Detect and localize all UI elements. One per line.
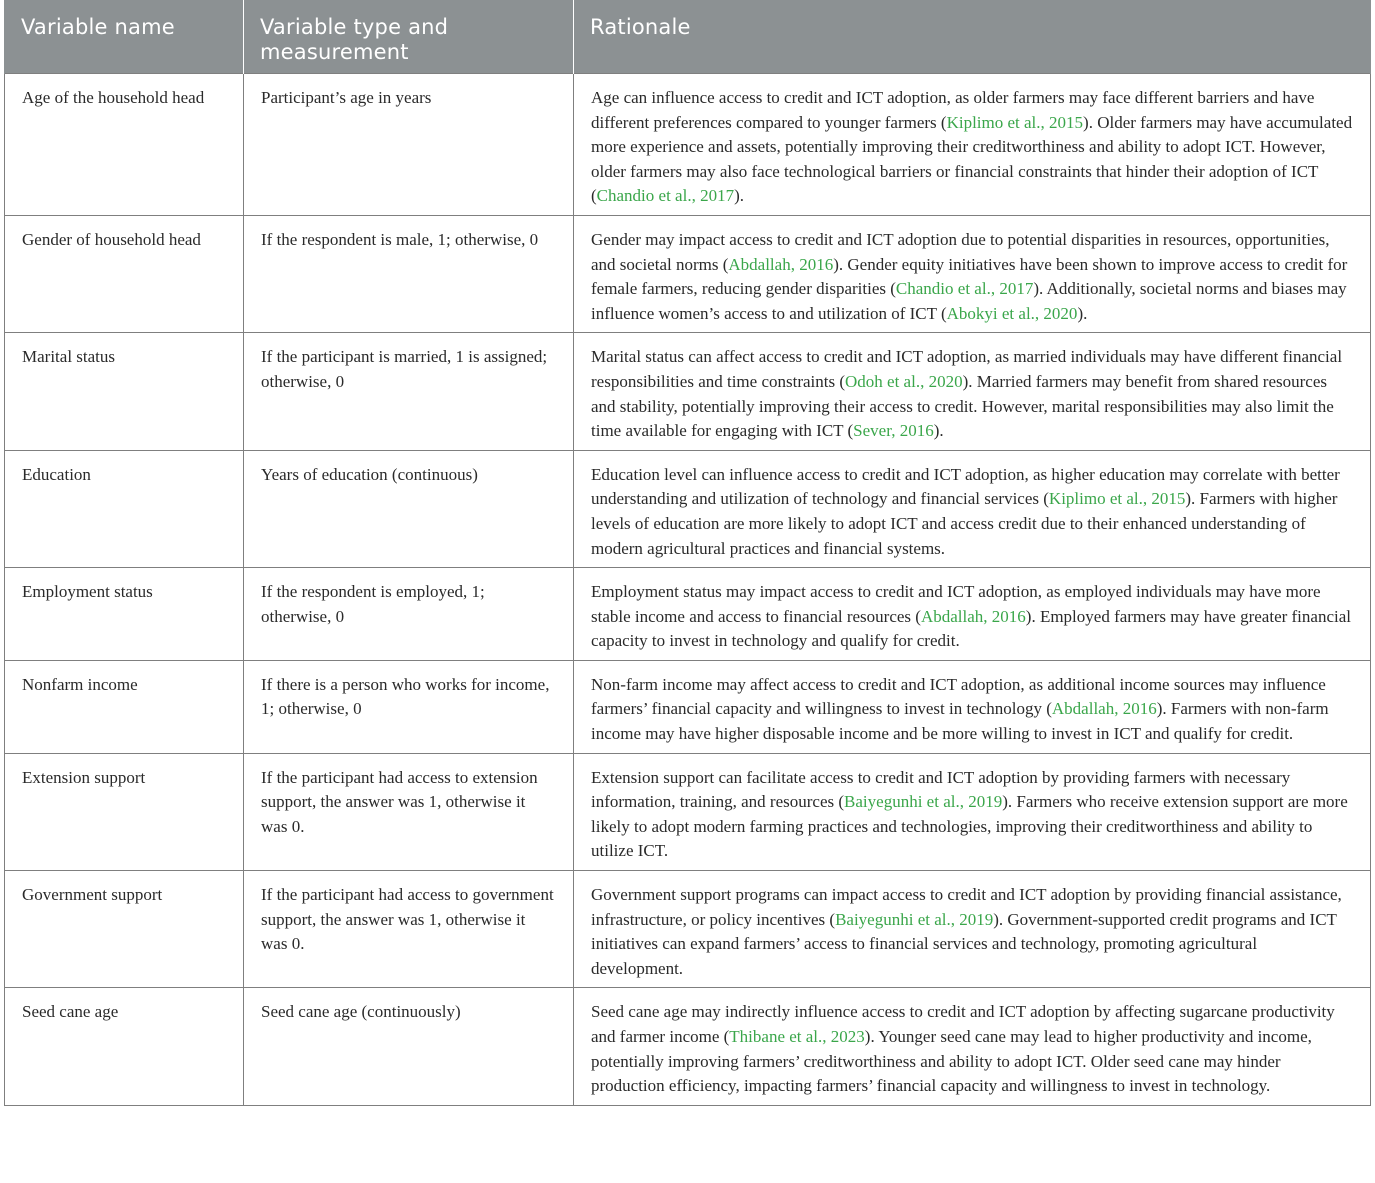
citation-link[interactable]: Chandio et al., 2017 [596, 186, 735, 206]
rationale-text: Age can influence access to credit and ICT adoption, as older farmers may face different barriers and have different preferences compared to younger farmers ( [591, 88, 1315, 132]
rationale-cell [574, 660, 1371, 753]
variable-type-cell: If the participant had access to government support, the answer was 1, otherwise it was 0. [244, 871, 574, 988]
variables-table [4, 0, 1371, 1106]
rationale-text: Employment status may impact access to credit and ICT adoption, as employed individuals may have more stable income and access to financial resources ( [591, 582, 1321, 626]
citation-link[interactable]: Kiplimo et al., 2015 [1048, 489, 1186, 509]
rationale-cell [574, 450, 1371, 567]
citation-link[interactable]: Abokyi et al., 2020 [946, 303, 1078, 323]
rationale-text: ). Farmers with higher levels of education are more likely to adopt ICT and access credit due to their enhanced understanding of modern agricultural practices and financial systems. [591, 489, 1338, 558]
variable-type-cell: Participant’s age in years [244, 74, 574, 216]
variable-type-cell: Years of education (continuous) [244, 450, 574, 567]
table-row [5, 871, 1371, 988]
citation-link[interactable]: Kiplimo et al., 2015 [946, 112, 1084, 132]
header-variable-name: Variable name [5, 0, 244, 74]
variable-type-cell: Seed cane age (continuously) [244, 988, 574, 1105]
rationale-text: ). Employed farmers may have greater financial capacity to invest in technology and qualify for credit. [591, 606, 1351, 651]
header-row [5, 0, 1371, 74]
table-row [5, 74, 1371, 216]
header-rationale: Rationale [574, 0, 1371, 74]
rationale-text: Seed cane age may indirectly influence access to credit and ICT adoption by affecting sugarcane productivity and farmer income ( [591, 1002, 1335, 1046]
rationale-text: ). Farmers with non-farm income may have higher disposable income and be more willing to invest in ICT and qualify for credit. [591, 699, 1329, 744]
rationale-text: ). Additionally, societal norms and biases may influence women’s access to and utilization of ICT ( [591, 279, 1347, 323]
rationale-text: ). Gender equity initiatives have been shown to improve access to credit for female farmers, reducing gender disparities ( [591, 254, 1348, 299]
table-row [5, 660, 1371, 753]
variable-type-cell: If the respondent is employed, 1; otherwise, 0 [244, 568, 574, 661]
table-row [5, 333, 1371, 450]
rationale-text: ). Younger seed cane may lead to higher productivity and income, potentially improving farmers’ creditworthiness and ability to adopt ICT. Older seed cane may hinder production efficiency, impacting farmers’ financial capacity and willingness to invest in technology. [591, 1027, 1312, 1096]
rationale-text: Non-farm income may affect access to credit and ICT adoption, as additional income sources may influence farmers’ financial capacity and willingness to invest in technology ( [591, 674, 1326, 719]
citation-link[interactable]: Abdallah, 2016 [728, 254, 834, 274]
rationale-text: Gender may impact access to credit and ICT adoption due to potential disparities in resources, opportunities, and societal norms ( [591, 229, 1330, 274]
table-row [5, 988, 1371, 1105]
variable-type-cell: If the participant is married, 1 is assigned; otherwise, 0 [244, 333, 574, 450]
variable-type-cell: If the respondent is male, 1; otherwise, 0 [244, 215, 574, 332]
citation-link[interactable]: Sever, 2016 [853, 421, 934, 441]
rationale-cell [574, 753, 1371, 870]
variable-type-cell: If there is a person who works for income, 1; otherwise, 0 [244, 660, 574, 753]
citation-link[interactable]: Abdallah, 2016 [1051, 699, 1157, 719]
citation-link[interactable]: Baiyegunhi et al., 2019 [835, 909, 994, 929]
table-row [5, 215, 1371, 332]
citation-link[interactable]: Baiyegunhi et al., 2019 [844, 792, 1003, 812]
table-header [5, 0, 1371, 74]
rationale-cell [574, 215, 1371, 332]
citation-link[interactable]: Odoh et al., 2020 [845, 371, 963, 391]
rationale-text: ). [1077, 303, 1088, 323]
variable-name-cell: Employment status [5, 568, 244, 661]
rationale-cell [574, 74, 1371, 216]
rationale-text: Marital status can affect access to credit and ICT adoption, as married individuals may have different financial responsibilities and time constraints ( [591, 347, 1343, 391]
rationale-text: ). Married farmers may benefit from shared resources and stability, potentially improving their access to credit. However, marital responsibilities may also limit the time available for engaging with ICT ( [591, 371, 1334, 441]
citation-link[interactable]: Thibane et al., 2023 [729, 1027, 865, 1046]
rationale-text: ). [734, 186, 744, 206]
rationale-text: Government support programs can impact access to credit and ICT adoption by providing financial assistance, infrastructure, or policy incentives ( [591, 885, 1342, 929]
variable-name-cell: Nonfarm income [5, 660, 244, 753]
variable-name-cell: Gender of household head [5, 215, 244, 332]
rationale-text: Extension support can facilitate access to credit and ICT adoption by providing farmers with necessary information, training, and resources ( [591, 767, 1291, 812]
rationale-text: ). Government-supported credit programs and ICT initiatives can expand farmers’ access to financial services and technology, promoting agricultural development. [591, 909, 1337, 978]
rationale-text: ). Farmers who receive extension support are more likely to adopt modern farming practices and technologies, improving their creditworthiness and ability to utilize ICT. [591, 792, 1348, 861]
variable-name-cell: Marital status [5, 333, 244, 450]
table-body [5, 74, 1371, 1106]
rationale-cell [574, 871, 1371, 988]
citation-link[interactable]: Abdallah, 2016 [920, 606, 1026, 626]
variable-name-cell: Extension support [5, 753, 244, 870]
rationale-cell [574, 333, 1371, 450]
rationale-text: ). Older farmers may have accumulated more experience and assets, potentially improving their creditworthiness and ability to adopt ICT. However, older farmers may also face technological barriers or financial constraints that hinder their adoption of ICT ( [591, 112, 1353, 206]
header-variable-type: Variable type and measurement [244, 0, 574, 74]
variable-name-cell: Seed cane age [5, 988, 244, 1105]
rationale-cell [574, 988, 1371, 1105]
variable-type-cell: If the participant had access to extension support, the answer was 1, otherwise it was 0. [244, 753, 574, 870]
table-row [5, 568, 1371, 661]
citation-link[interactable]: Chandio et al., 2017 [895, 279, 1034, 299]
rationale-text: Education level can influence access to credit and ICT adoption, as higher education may correlate with better understanding and utilization of technology and financial services ( [591, 464, 1340, 509]
variable-name-cell: Education [5, 450, 244, 567]
rationale-text: ). [933, 421, 944, 441]
rationale-cell [574, 568, 1371, 661]
table-row [5, 753, 1371, 870]
variable-name-cell: Age of the household head [5, 74, 244, 216]
table-row [5, 450, 1371, 567]
variable-name-cell: Government support [5, 871, 244, 988]
